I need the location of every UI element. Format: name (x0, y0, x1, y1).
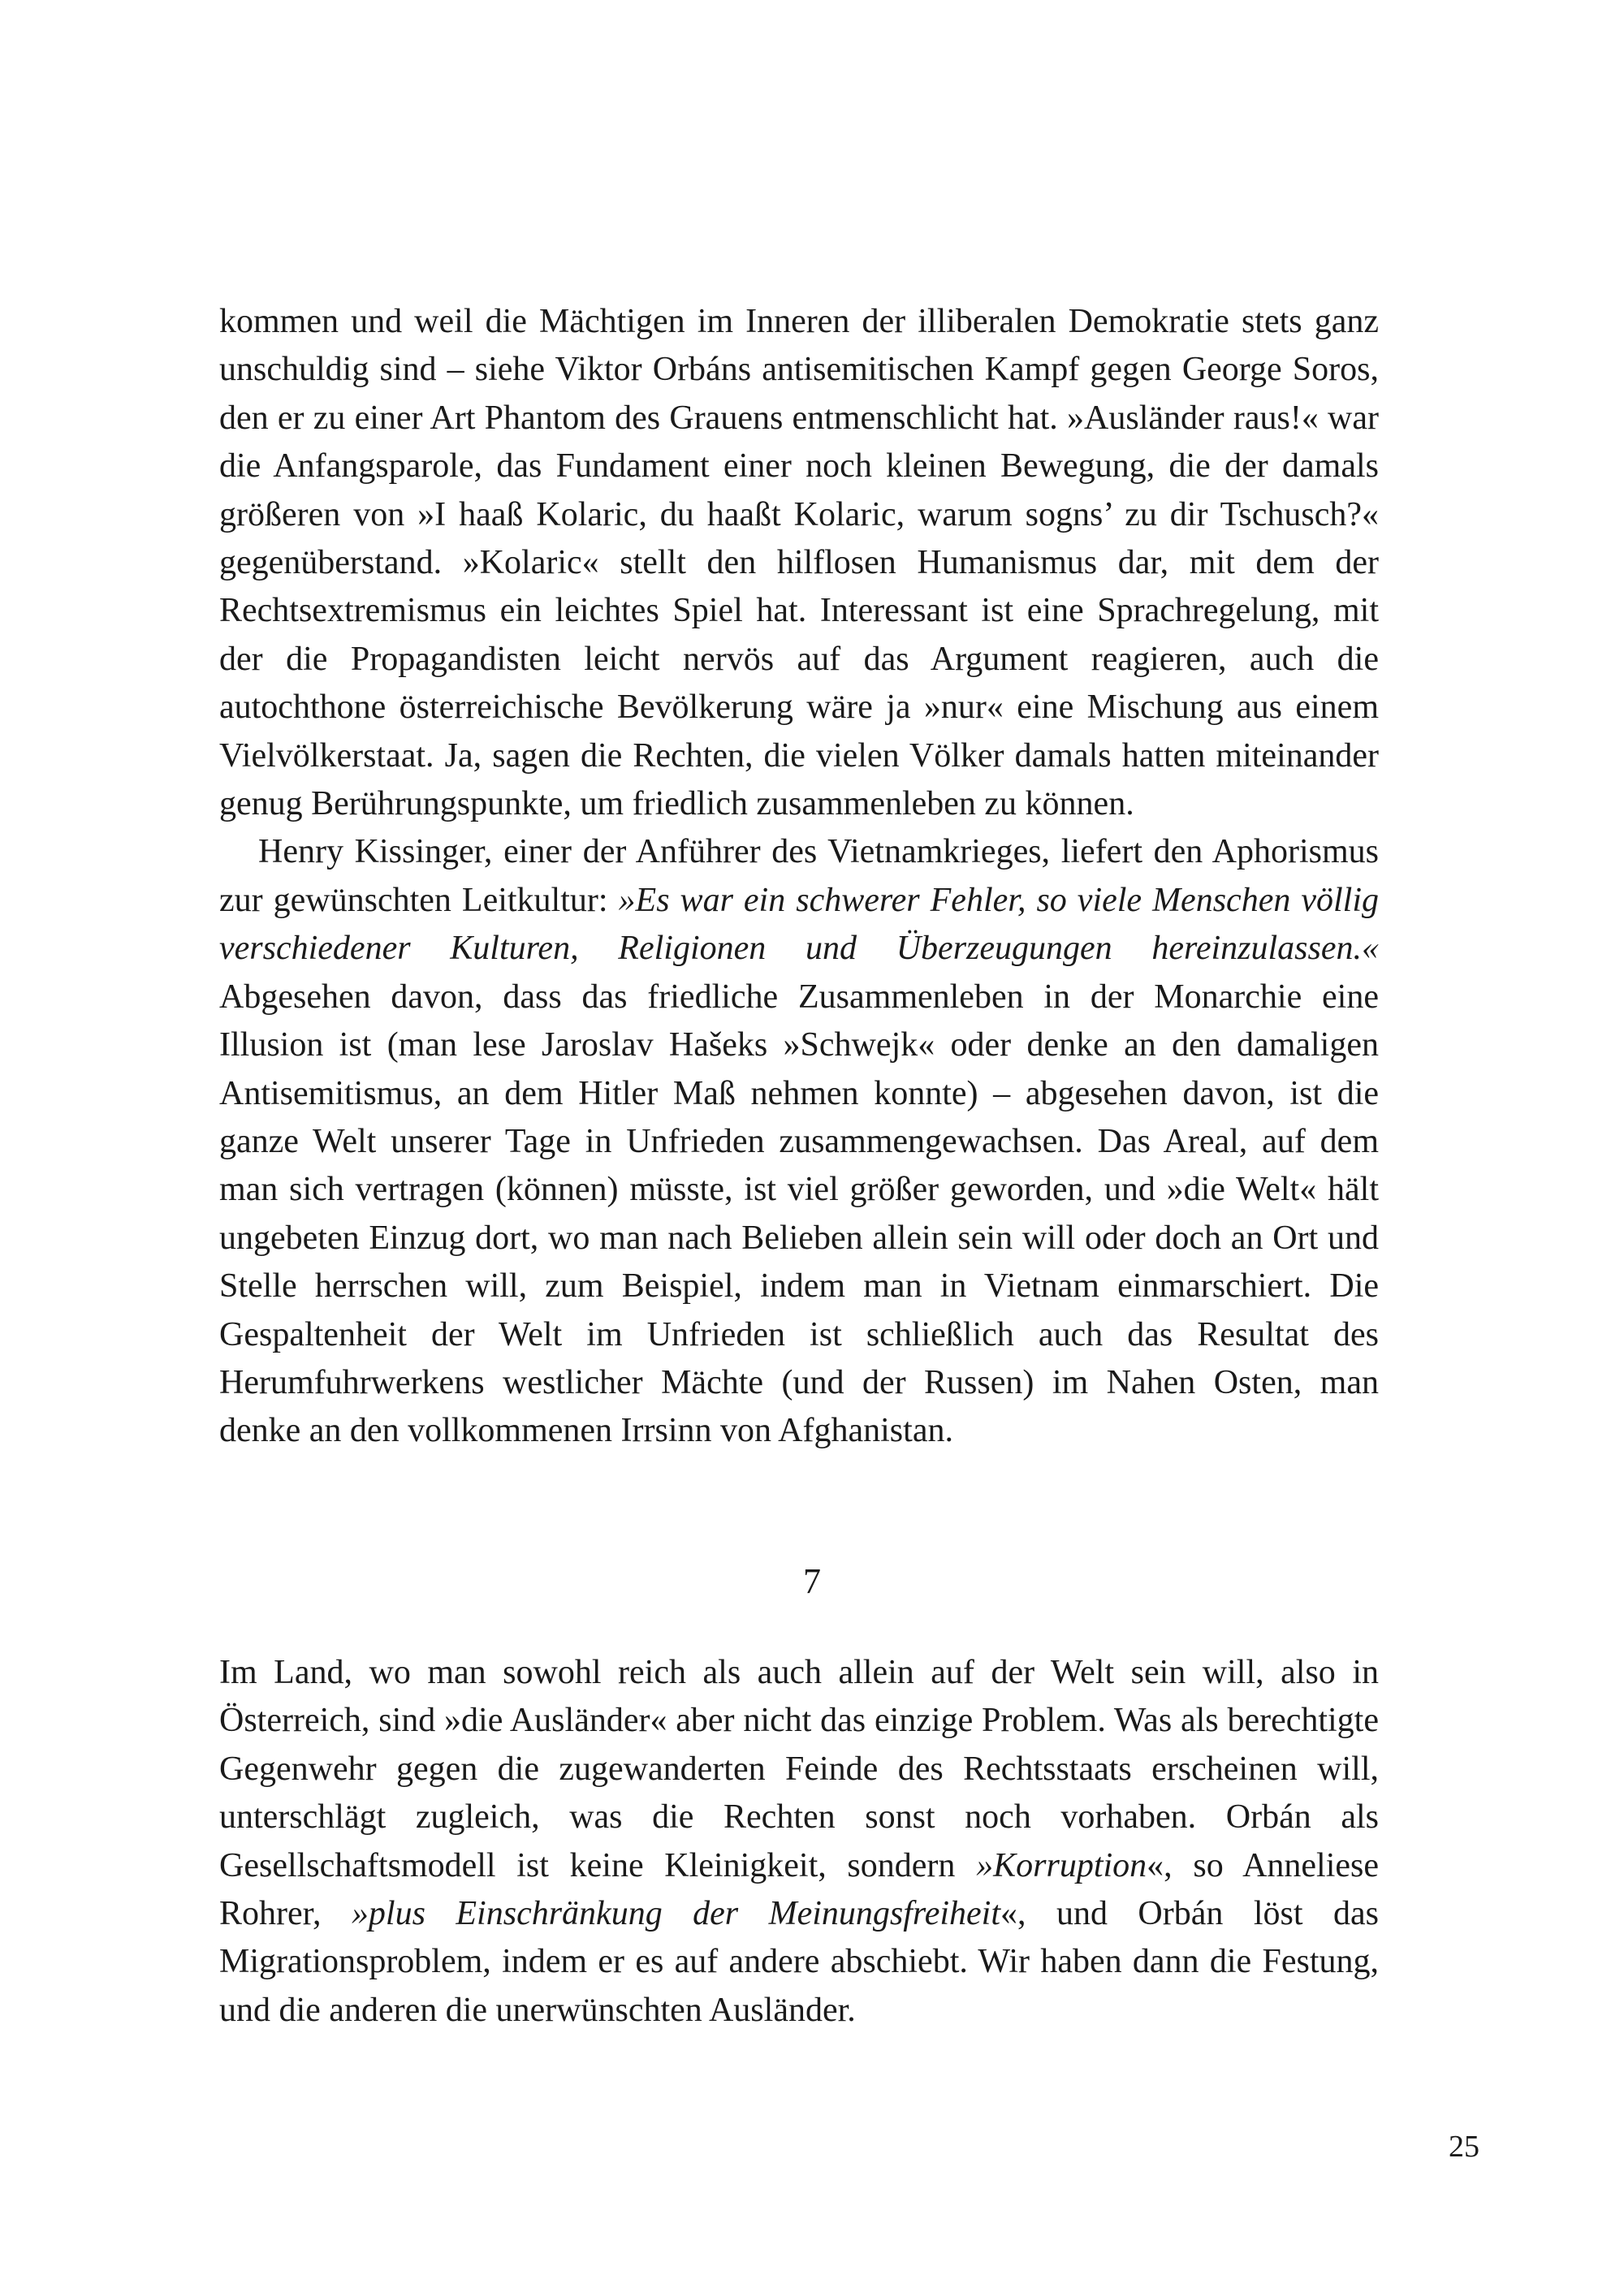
korruption-quote: »Korruption (976, 1846, 1147, 1884)
paragraph-2-start: Henry Kissinger, einer der Anführer des Vietnamkrieges, liefert den Aphorismus zur gewünschten Leitkultur: (219, 833, 1379, 919)
paragraph-3-start: Im Land, wo man sowohl reich als auch allein auf der Welt sein will, also in Österreich, sind »die Ausländer« aber nicht das einzige Problem. Was als berechtigte Gegenwehr gegen die zugewanderten Feinde des Rechtsstaats erscheinen will, unterschlägt zugleich, was die Rechten sonst noch vorhaben. Orbán als Gesellschaftsmodell ist keine Kleinigkeit, sondern (219, 1654, 1379, 1884)
paragraph-3 (219, 1649, 1379, 2035)
paragraph-3-end: «, und Orbán löst das Migrationsproblem, indem er es auf andere abschiebt. Wir haben dann die Festung, und die anderen die unerwünschten Ausländer. (219, 1895, 1379, 2029)
kissinger-quote: »Es war ein schwerer Fehler, so viele Menschen völlig verschiedener Kulturen, Religionen und Überzeugungen hereinzulassen.« (219, 881, 1379, 968)
text-block-upper (219, 298, 1379, 1456)
text-block-lower (219, 1649, 1379, 2035)
paragraph-3-mid: «, so Anneliese Rohrer, (219, 1846, 1380, 1933)
section-number: 7 (803, 1561, 821, 1601)
paragraph-1: kommen und weil die Mächtigen im Inneren der illiberalen Demokratie stets ganz unschuldig sind – siehe Viktor Orbáns antisemitischen Kampf gegen George Soros, den er zu einer Art Phantom des Grauens entmenschlicht hat. »Ausländer raus!« war die Anfangsparole, das Fundament einer noch kleinen Bewegung, die der damals größeren von »I haaß Kolaric, du haaßt Kolaric, warum sogns’ zu dir Tschusch?« gegenüberstand. »Kolaric« stellt den hilflosen Humanismus dar, mit dem der Rechtsextremismus ein leichtes Spiel hat. Interessant ist eine Sprachregelung, mit der die Propagandisten leicht nervös auf das Argument reagieren, auch die autochthone österreichische Bevölkerung wäre ja »nur« eine Mischung aus einem Vielvölkerstaat. Ja, sagen die Rechten, die vielen Völker damals hatten miteinander genug Berührungspunkte, um friedlich zusammenleben zu können. (219, 303, 1379, 823)
page-number: 25 (1449, 2130, 1479, 2164)
paragraph-2-end: Abgesehen davon, dass das friedliche Zusammenleben in der Monarchie eine Illusion ist (man lese Jaroslav Hašeks »Schwejk« oder denke an den damaligen Antisemitismus, an dem Hitler Maß nehmen konnte) – abgesehen davon, ist die ganze Welt unserer Tage in Unfrieden zusammengewachsen. Das Areal, auf dem man sich vertragen (können) müsste, ist viel größer geworden, und »die Welt« hält ungebeten Einzug dort, wo man nach Belieben allein sein will oder doch an Ort und Stelle herrschen will, zum Beispiel, indem man in Vietnam einmarschiert. Die Gespaltenheit der Welt im Unfrieden ist schließlich auch das Resultat des Herumfuhrwerkens westlicher Mächte (und der Russen) im Nahen Osten, man denke an den vollkommenen Irrsinn von Afghanistan. (219, 978, 1379, 1450)
meinungsfreiheit-quote: »plus Einschränkung der Meinungsfreiheit (351, 1895, 1000, 1933)
paragraph-2 (219, 828, 1379, 1455)
